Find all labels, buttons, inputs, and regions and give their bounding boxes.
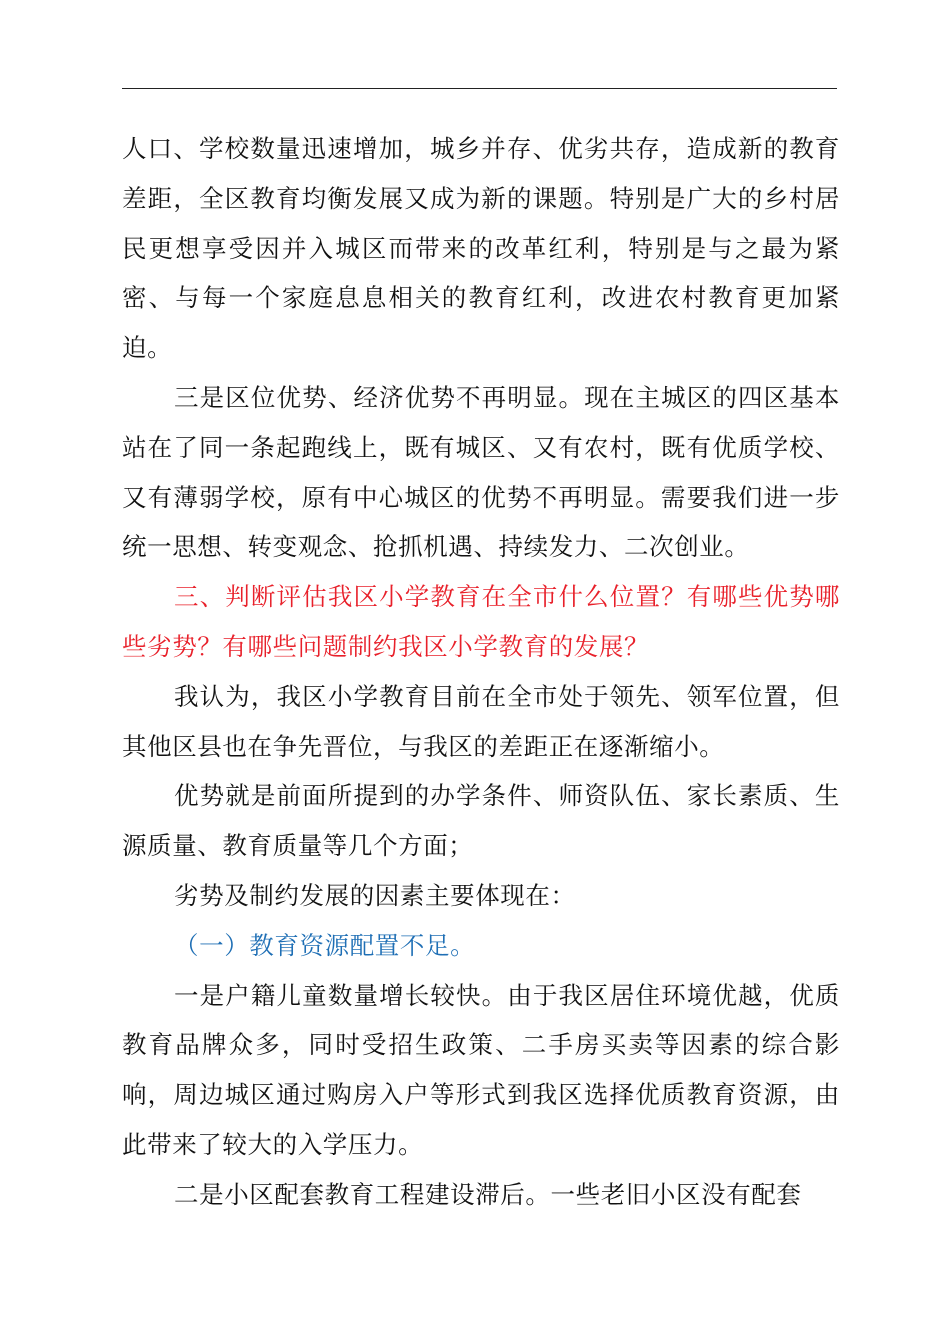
header-rule [122, 88, 837, 89]
paragraph-strengths: 优势就是前面所提到的办学条件、师资队伍、家长素质、生源质量、教育质量等几个方面； [122, 781, 840, 861]
paragraph-continuation: 人口、学校数量迅速增加，城乡并存、优劣共存，造成新的教育差距，全区教育均衡发展又成为新的课题。特别是广大的乡村居民更想享受因并入城区而带来的改革红利，特别是与之最为紧密、与每一个家庭息息相关的教育红利，改进农村教育更加紧迫。 [122, 134, 840, 363]
paragraph-location-advantage: 三是区位优势、经济优势不再明显。现在主城区的四区基本站在了同一条起跑线上，既有城区、又有农村，既有优质学校、又有薄弱学校，原有中心城区的优势不再明显。需要我们进一步统一思想、转变观念、抢抓机遇、持续发力、二次创业。 [122, 382, 840, 562]
paragraph-weaknesses-intro: 劣势及制约发展的因素主要体现在： [174, 880, 576, 910]
paragraph-assessment: 我认为，我区小学教育目前在全市处于领先、领军位置，但其他区县也在争先晋位，与我区的差距正在逐渐缩小。 [122, 681, 840, 761]
paragraph-community-facilities: 二是小区配套教育工程建设滞后。一些老旧小区没有配套 [174, 1179, 802, 1209]
paragraph-household-children: 一是户籍儿童数量增长较快。由于我区居住环境优越，优质教育品牌众多，同时受招生政策、二手房买卖等因素的综合影响，周边城区通过购房入户等形式到我区选择优质教育资源，由此带来了较大的入学压力。 [122, 980, 840, 1159]
section-heading-three: 三、判断评估我区小学教育在全市什么位置？有哪些优势哪些劣势？有哪些问题制约我区小学教育的发展？ [122, 582, 840, 661]
subheading-resource-allocation: （一）教育资源配置不足。 [174, 930, 476, 960]
document-body [122, 124, 840, 1220]
